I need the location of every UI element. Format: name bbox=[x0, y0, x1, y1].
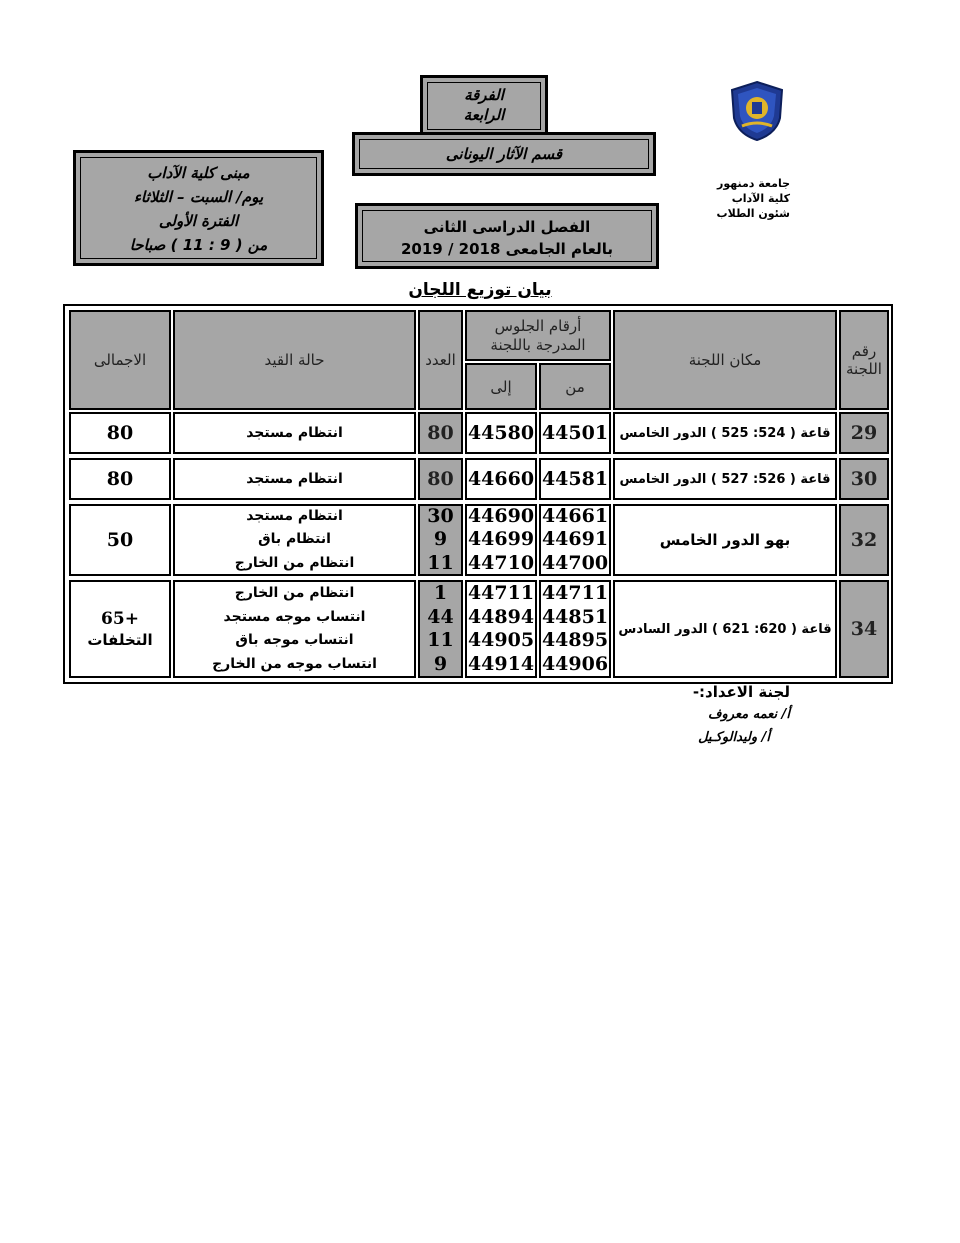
enrollment-status: انتظام مستجد bbox=[246, 507, 343, 524]
header-total: الاجمالى bbox=[69, 310, 171, 410]
enrollment-status: انتساب موجه من الخارج bbox=[212, 655, 377, 672]
header-seats: أرقام الجلوس المدرجة باللجنة bbox=[465, 310, 611, 361]
header-to: إلى bbox=[465, 363, 537, 410]
academic-year: بالعام الجامعى 2018 / 2019 bbox=[400, 240, 614, 258]
seat-from: 44711 bbox=[541, 582, 609, 604]
prep-member-1: أ/ نعمه معروف bbox=[708, 707, 790, 722]
student-count: 9 bbox=[433, 652, 448, 675]
header-committee-no: رقم اللجنة bbox=[839, 310, 889, 410]
row-total: 80 bbox=[69, 458, 171, 500]
enrollment-status-cell bbox=[173, 504, 416, 576]
seat-from: 44691 bbox=[541, 528, 609, 551]
seat-to: 44894 bbox=[467, 605, 535, 628]
batch-value: الرابعة bbox=[463, 106, 505, 124]
university-name: جامعة دمنهور bbox=[716, 177, 790, 190]
row-total: 65+ bbox=[101, 609, 139, 629]
committee-no: 29 bbox=[839, 412, 889, 454]
university-block bbox=[690, 176, 790, 221]
seat-from: 44661 bbox=[541, 504, 609, 527]
seat-to: 44710 bbox=[467, 551, 535, 574]
enrollment-status: انتظام مستجد bbox=[173, 458, 416, 500]
enrollment-status: انتظام من الخارج bbox=[234, 585, 355, 601]
committee-no: 30 bbox=[839, 458, 889, 500]
seat-from: 44895 bbox=[541, 629, 609, 651]
row-total-cell bbox=[69, 580, 171, 678]
student-count: 1 bbox=[433, 582, 448, 604]
faculty-name: كلية الآداب bbox=[731, 192, 790, 205]
enrollment-status: انتظام من الخارج bbox=[234, 554, 355, 571]
seat-to: 44580 bbox=[465, 412, 537, 454]
batch-label: الفرقة bbox=[464, 86, 504, 104]
student-affairs: شئون الطلاب bbox=[716, 207, 790, 220]
exam-days: يوم/ السبت – الثلاثاء bbox=[133, 188, 264, 206]
row-total: 50 bbox=[69, 504, 171, 576]
seat-from-cell bbox=[539, 580, 611, 678]
seat-to: 44914 bbox=[467, 652, 535, 675]
seat-from: 44581 bbox=[539, 458, 611, 500]
committee-no: 32 bbox=[839, 504, 889, 576]
enrollment-status: انتساب موجه باق bbox=[235, 632, 354, 648]
student-count: 9 bbox=[433, 528, 448, 551]
batch-box bbox=[420, 75, 548, 137]
page-title: بيان توزيع اللجان bbox=[408, 280, 552, 300]
prep-committee-title: لجنة الاعداد:- bbox=[692, 683, 790, 701]
department-name: قسم الآثار اليونانى bbox=[445, 145, 563, 163]
seat-from: 44851 bbox=[541, 605, 609, 628]
seat-from: 44501 bbox=[539, 412, 611, 454]
committees-table bbox=[63, 304, 893, 684]
student-count-cell bbox=[418, 580, 463, 678]
semester-box bbox=[355, 203, 659, 269]
seat-from: 44906 bbox=[541, 652, 609, 675]
building-name: مبنى كلية الآداب bbox=[147, 164, 250, 182]
exam-period: الفترة الأولى bbox=[158, 212, 239, 230]
row-total: 80 bbox=[69, 412, 171, 454]
committee-place: قاعة ( 526: 527 ) الدور الخامس bbox=[613, 458, 837, 500]
committee-no: 34 bbox=[839, 580, 889, 678]
student-count: 80 bbox=[418, 412, 463, 454]
seat-from-cell bbox=[539, 504, 611, 576]
enrollment-status: انتظام مستجد bbox=[173, 412, 416, 454]
seat-to: 44690 bbox=[467, 504, 535, 527]
row-total-note: التخلفات bbox=[87, 631, 153, 649]
seat-to-cell bbox=[465, 504, 537, 576]
prep-member-2: أ/ وليدالوكـيل bbox=[698, 730, 770, 745]
header-from: من bbox=[539, 363, 611, 410]
enrollment-status: انتساب موجه مستجد bbox=[223, 608, 366, 625]
university-logo bbox=[728, 80, 786, 142]
student-count: 44 bbox=[427, 605, 454, 628]
department-box bbox=[352, 132, 656, 176]
committee-place: قاعة ( 524: 525 ) الدور الخامس bbox=[613, 412, 837, 454]
building-box bbox=[73, 150, 324, 266]
enrollment-status-cell bbox=[173, 580, 416, 678]
student-count: 11 bbox=[427, 629, 454, 651]
seat-to: 44711 bbox=[467, 582, 535, 604]
seat-to: 44699 bbox=[467, 528, 535, 551]
student-count: 30 bbox=[427, 504, 454, 527]
student-count-cell bbox=[418, 504, 463, 576]
seat-from: 44700 bbox=[541, 551, 609, 574]
semester-name: الفصل الدراسى الثانى bbox=[423, 218, 591, 236]
header-place: مكان اللجنة bbox=[613, 310, 837, 410]
committee-place: بهو الدور الخامس bbox=[613, 504, 837, 576]
student-count: 11 bbox=[427, 551, 454, 574]
committee-place: قاعة ( 620: 621 ) الدور السادس bbox=[613, 580, 837, 678]
seat-to: 44905 bbox=[467, 629, 535, 651]
exam-time: من ( 9 : 11 ) صباحا bbox=[129, 236, 268, 254]
header-status: حالة القيد bbox=[173, 310, 416, 410]
student-count: 80 bbox=[418, 458, 463, 500]
seat-to-cell bbox=[465, 580, 537, 678]
header-count: العدد bbox=[418, 310, 463, 410]
seat-to: 44660 bbox=[465, 458, 537, 500]
enrollment-status: انتظام باق bbox=[258, 531, 331, 548]
